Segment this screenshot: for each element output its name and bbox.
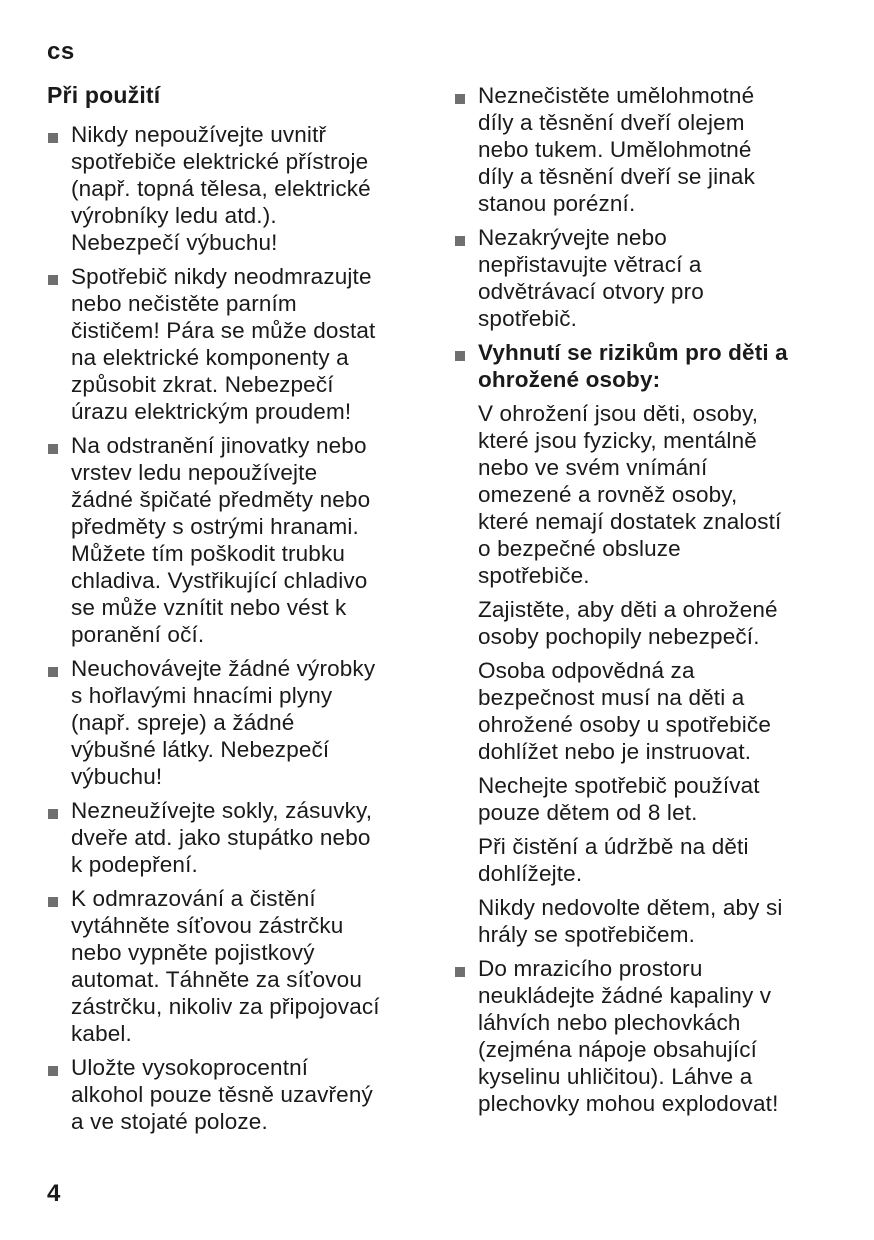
list-item-text: Na odstranění jinovatky nebo vrstev ledu nepoužívejte žádné špičaté předměty nebo předměty s ostrými hranami. Můžete tím poškodit trubku chladiva. Vystřikující chladivo se může vznítit nebo vést k poranění očí. <box>71 433 371 647</box>
square-bullet-icon <box>455 967 465 977</box>
square-bullet-icon <box>48 897 58 907</box>
children-safety-paragraph: Nikdy nedovolte dětem, aby si hrály se spotřebičem. <box>478 895 783 947</box>
children-safety-paragraph: Osoba odpovědná za bezpečnost musí na děti a ohrožené osoby u spotřebiče dohlížet nebo je instruovat. <box>478 658 771 764</box>
children-safety-paragraph: Nechejte spotřebič používat pouze dětem od 8 let. <box>478 773 760 825</box>
list-item-text: K odmrazování a čistění vytáhněte síťovou zástrčku nebo vypněte pojistkový automat. Táhněte za síťovou zástrčku, nikoliv za připojovací kabel. <box>71 886 380 1046</box>
square-bullet-icon <box>455 94 465 104</box>
right-column <box>454 82 826 1124</box>
list-item <box>47 432 419 648</box>
list-item <box>454 224 826 332</box>
children-safety-paragraph: Při čistění a údržbě na děti dohlížejte. <box>478 834 749 886</box>
list-item <box>47 797 419 878</box>
list-item-text: Uložte vysokoprocentní alkohol pouze těsně uzavřený a ve stojaté poloze. <box>71 1055 373 1134</box>
page-number: 4 <box>47 1180 61 1207</box>
list-item-text: Nezneužívejte sokly, zásuvky, dveře atd. jako stupátko nebo k podepření. <box>71 798 373 877</box>
square-bullet-icon <box>48 1066 58 1076</box>
list-item <box>47 655 419 790</box>
square-bullet-icon <box>455 236 465 246</box>
list-item-text: Spotřebič nikdy neodmrazujte nebo nečistěte parním čističem! Pára se může dostat na elektrické komponenty a způsobit zkrat. Nebezpečí úrazu elektrickým proudem! <box>71 264 376 424</box>
children-safety-item <box>454 339 826 948</box>
language-code: cs <box>47 38 75 65</box>
list-item <box>47 263 419 425</box>
list-item <box>47 121 419 256</box>
square-bullet-icon <box>48 444 58 454</box>
square-bullet-icon <box>455 351 465 361</box>
list-item <box>47 1054 419 1135</box>
list-item-text: Neznečistěte umělohmotné díly a těsnění dveří olejem nebo tukem. Umělohmotné díly a těsnění dveří se jinak stanou porézní. <box>478 83 755 216</box>
list-item-text: Nikdy nepoužívejte uvnitř spotřebiče elektrické přístroje (např. topná tělesa, elektrické výrobníky ledu atd.). Nebezpečí výbuchu! <box>71 122 371 255</box>
square-bullet-icon <box>48 809 58 819</box>
list-item <box>454 82 826 217</box>
list-item-text: Nezakrývejte nebo nepřistavujte větrací a odvětrávací otvory pro spotřebič. <box>478 225 704 331</box>
children-safety-paragraph: V ohrožení jsou děti, osoby, které jsou fyzicky, mentálně nebo ve svém vnímání omezené a rovněž osoby, které nemají dostatek znalostí o bezpečné obsluze spotřebiče. <box>478 401 782 588</box>
list-item-text: Do mrazicího prostoru neukládejte žádné kapaliny v láhvích nebo plechovkách (zejména nápoje obsahující kyselinu uhličitou). Láhve a plechovky mohou explodovat! <box>478 956 779 1116</box>
square-bullet-icon <box>48 275 58 285</box>
square-bullet-icon <box>48 133 58 143</box>
list-item <box>47 885 419 1047</box>
section-title: Při použití <box>47 82 161 108</box>
children-safety-heading: Vyhnutí se rizikům pro děti a ohrožené osoby: <box>478 340 788 392</box>
list-item <box>454 955 826 1117</box>
left-column <box>47 82 419 1142</box>
children-safety-paragraph: Zajistěte, aby děti a ohrožené osoby pochopily nebezpečí. <box>478 597 778 649</box>
square-bullet-icon <box>48 667 58 677</box>
list-item-text: Neuchovávejte žádné výrobky s hořlavými hnacími plyny (např. spreje) a žádné výbušné látky. Nebezpečí výbuchu! <box>71 656 376 789</box>
